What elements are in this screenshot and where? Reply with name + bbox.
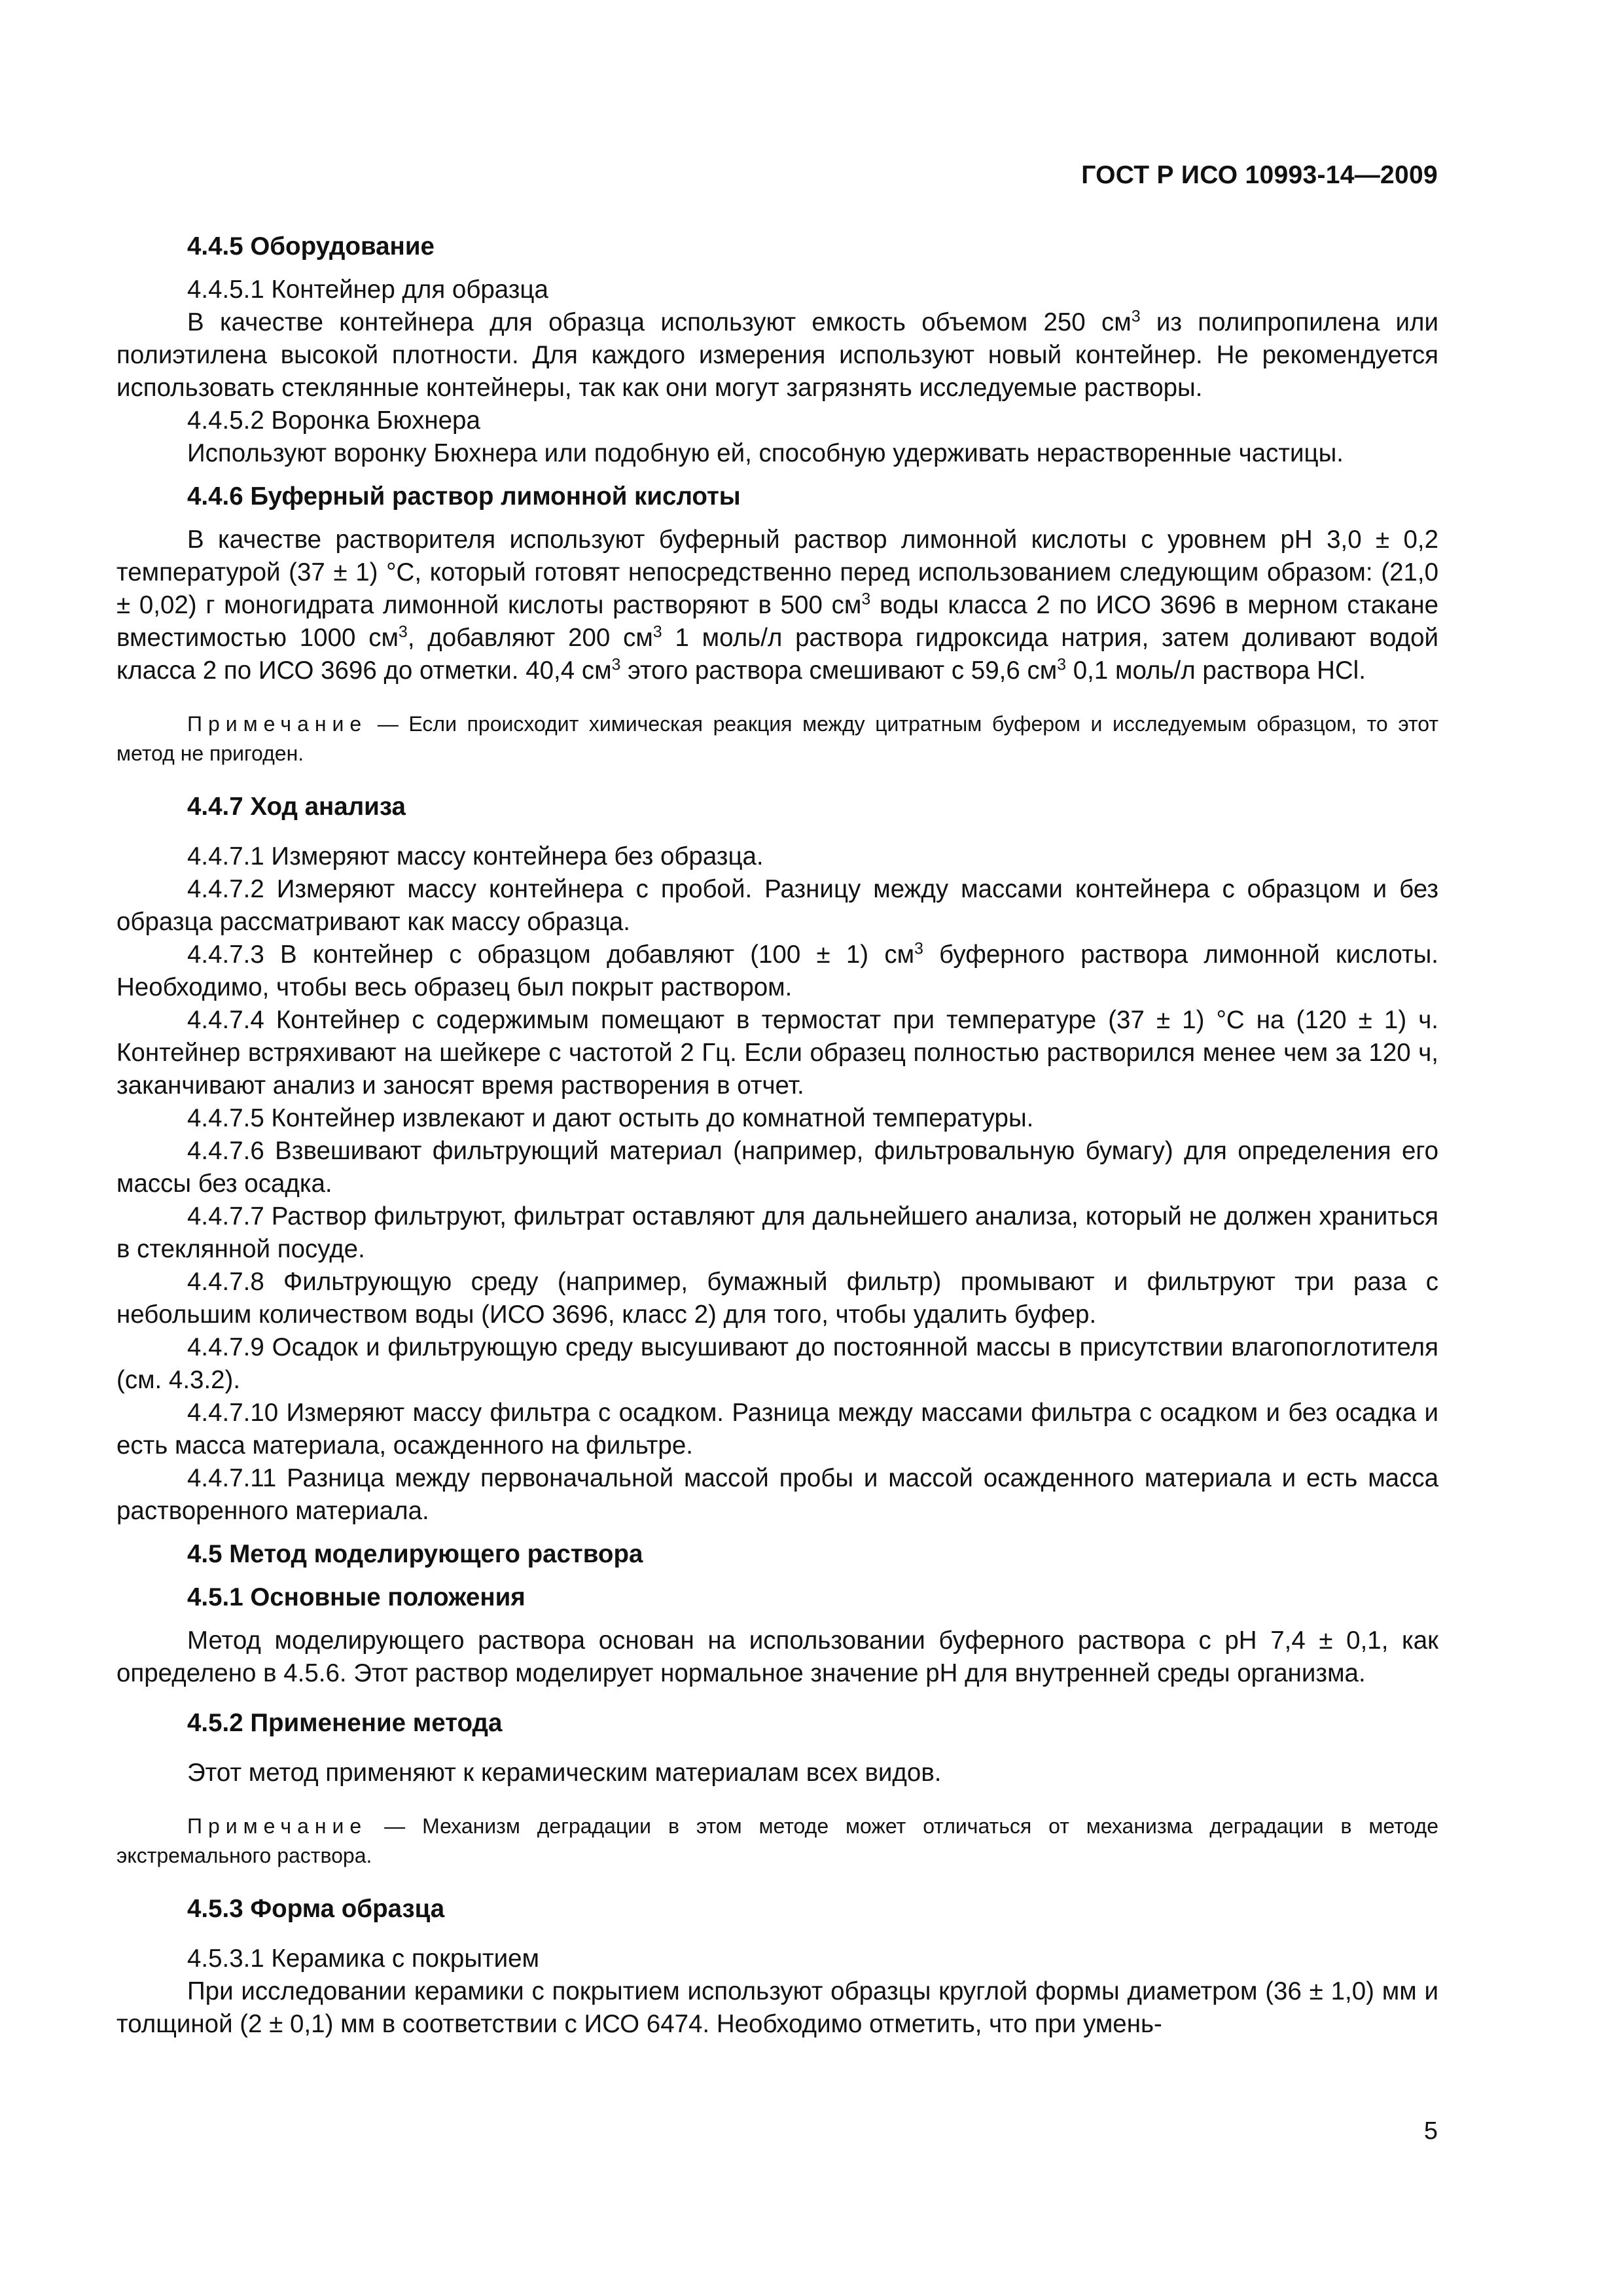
paragraph-4-4-7-10: 4.4.7.10 Измеряют массу фильтра с осадком. Разница между массами фильтра с осадком и без осадка и есть масса материала, осажденного на фильтре. — [116, 1399, 1438, 1460]
note-degradation: Примечание — Механизм деградации в этом методе может отличаться от механизма деградации в методе экстремального раствора. — [116, 1814, 1438, 1867]
paragraph-4-4-7-1: 4.4.7.1 Измеряют массу контейнера без образца. — [187, 842, 764, 870]
paragraph-4-4-7-11: 4.4.7.11 Разница между первоначальной массой пробы и массой осажденного материала и есть масса растворенного материала. — [116, 1464, 1438, 1525]
subsection-title-4-4-5-2: 4.4.5.2 Воронка Бюхнера — [187, 406, 480, 435]
page-content — [116, 230, 1438, 2041]
section-heading-4-4-5: 4.4.5 Оборудование — [187, 232, 435, 260]
paragraph-4-4-7-2: 4.4.7.2 Измеряют массу контейнера с пробой. Разницу между массами контейнера с образцом и без образца рассматривают как массу образца. — [116, 875, 1438, 936]
section-heading-4-5-1: 4.5.1 Основные положения — [187, 1583, 526, 1611]
paragraph-4-4-7-4: 4.4.7.4 Контейнер с содержимым помещают в термостат при температуре (37 ± 1) °С на (120 ± 1) ч. Контейнер встряхивают на шейкере с частотой 2 Гц. Если образец полностью растворился менее чем за 120 ч, заканчивают анализ и заносят время растворения в отчет. — [116, 1006, 1438, 1100]
section-heading-4-5-2: 4.5.2 Применение метода — [187, 1709, 503, 1737]
paragraph-4-4-7-7: 4.4.7.7 Раствор фильтруют, фильтрат оставляют для дальнейшего анализа, который не должен храниться в стеклянной посуде. — [116, 1202, 1438, 1263]
paragraph-4-4-6: В качестве растворителя используют буферный раствор лимонной кислоты с уровнем pH 3,0 ± 0,2 температурой (37 ± 1) °С, который готовят непосредственно перед использованием следующим образом: (21,0 ± 0,02) г моногидрата лимонной кислоты растворяют в 500 $см^3$ воды класса 2 по ИСО 3696 в мерном стакане вместимостью 1000 $см^3$, добавляют 200 $см^3$ 1 моль/л раствора гидроксида натрия, затем доливают водой класса 2 по ИСО 3696 до отметки. 40,4 $см^3$ этого раствора смешивают с 59,6 $см^3$ 0,1 моль/л раствора HCl. — [116, 526, 1439, 685]
section-heading-4-4-6: 4.4.6 Буферный раствор лимонной кислоты — [187, 482, 741, 511]
page-number: 5 — [1423, 2117, 1438, 2145]
paragraph-4-5-3-1: При исследовании керамики с покрытием используют образцы круглой формы диаметром (36 ± 1,0) мм и толщиной (2 ± 0,1) мм в соответствии с ИСО 6474. Необходимо отметить, что при умень- — [116, 1977, 1438, 2038]
document-header: ГОСТ Р ИСО 10993-14—2009 — [1081, 161, 1438, 189]
section-heading-4-4-7: 4.4.7 Ход анализа — [187, 793, 406, 821]
paragraph-4-5-1: Метод моделирующего раствора основан на использовании буферного раствора с pH 7,4 ± 0,1, как определено в 4.5.6. Этот раствор моделирует нормальное значение pH для внутренней среды организма. — [116, 1626, 1438, 1687]
section-heading-4-5-3: 4.5.3 Форма образца — [187, 1895, 445, 1923]
section-heading-4-5: 4.5 Метод моделирующего раствора — [187, 1540, 643, 1568]
paragraph-4-4-7-5: 4.4.7.5 Контейнер извлекают и дают остыть до комнатной температуры. — [187, 1104, 1034, 1132]
paragraph-4-4-7-6: 4.4.7.6 Взвешивают фильтрующий материал (например, фильтровальную бумагу) для определения его массы без осадка. — [116, 1137, 1438, 1198]
subsection-title-4-5-3-1: 4.5.3.1 Керамика с покрытием — [187, 1945, 540, 1973]
paragraph-4-5-2: Этот метод применяют к керамическим материалам всех видов. — [187, 1759, 942, 1787]
paragraph-4-4-7-9: 4.4.7.9 Осадок и фильтрующую среду высушивают до постоянной массы в присутствии влагопоглотителя (см. 4.3.2). — [116, 1333, 1438, 1394]
paragraph-4-4-7-3: 4.4.7.3 В контейнер с образцом добавляют (100 ± 1) $см^3$ буферного раствора лимонной кислоты. Необходимо, чтобы весь образец был покрыт раствором. — [116, 939, 1438, 1001]
paragraph-4-4-5-1: В качестве контейнера для образца используют емкость объемом 250 $см^3$ из полипропилена или полиэтилена высокой плотности. Для каждого измерения используют новый контейнер. Не рекомендуется использовать стеклянные контейнеры, так как они могут загрязнять исследуемые растворы. — [116, 307, 1438, 402]
note-citrate-buffer: Примечание — Если происходит химическая реакция между цитратным буфером и исследуемым образцом, то этот метод не пригоден. — [116, 712, 1438, 765]
paragraph-4-4-5-2: Используют воронку Бюхнера или подобную ей, способную удерживать нерастворенные частицы. — [187, 439, 1344, 467]
paragraph-4-4-7-8: 4.4.7.8 Фильтрующую среду (например, бумажный фильтр) промывают и фильтруют три раза с небольшим количеством воды (ИСО 3696, класс 2) для того, чтобы удалить буфер. — [116, 1268, 1438, 1329]
subsection-title-4-4-5-1: 4.4.5.1 Контейнер для образца — [187, 276, 548, 304]
